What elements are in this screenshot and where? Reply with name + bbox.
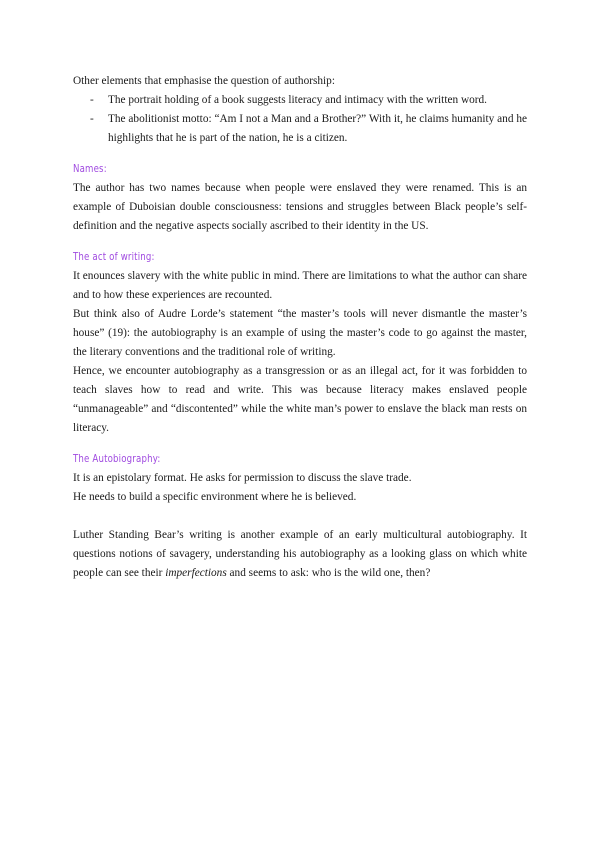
standing-bear-text-start: Luther Standing Bear’s writing is another example of an early multicultural autobiography. It questions notions of savagery, understanding his autobiography as a looking glass on which white people can see their [73, 529, 527, 579]
text-column [73, 72, 527, 583]
bullet-text: The portrait holding of a book suggests literacy and intimacy with the written word. [108, 94, 487, 106]
intro-line: Other elements that emphasise the question of authorship: [73, 75, 335, 87]
bullet-list [73, 91, 527, 148]
bullet-item [73, 91, 527, 110]
autobiography-paragraph-1: It is an epistolary format. He asks for permission to discuss the slave trade. [73, 472, 412, 484]
standing-bear-paragraph [73, 526, 527, 583]
bullet-text: The abolitionist motto: “Am I not a Man and a Brother?” With it, he claims humanity and he highlights that he is part of the nation, he is a citizen. [108, 113, 527, 144]
bullet-item [73, 110, 527, 148]
act-of-writing-paragraph-1: It enounces slavery with the white public in mind. There are limitations to what the author can share and to how these experiences are recounted. [73, 270, 527, 301]
section-heading-autobiography: The Autobiography: [73, 453, 161, 465]
standing-bear-text-end: and seems to ask: who is the wild one, then? [226, 567, 431, 579]
act-of-writing-paragraph-2: But think also of Audre Lorde’s statement “the master’s tools will never dismantle the master’s house” (19): the autobiography is an example of using the master’s code to go against the master, the literary conventions and the traditional role of writing. [73, 308, 527, 358]
imperfections-emphasis: imperfections [165, 567, 227, 579]
act-of-writing-paragraph-3: Hence, we encounter autobiography as a transgression or as an illegal act, for it was forbidden to teach slaves how to read and write. This was because literacy makes enslaved people “unmanageable” and “discontented” while the white man’s power to enslave the black man rests on literacy. [73, 365, 527, 434]
section-heading-act-of-writing: The act of writing: [73, 251, 155, 263]
section-heading-names: Names: [73, 163, 107, 175]
names-paragraph: The author has two names because when people were enslaved they were renamed. This is an example of Duboisian double consciousness: tensions and struggles between Black people’s self-definition and the negative aspects socially ascribed to their identity in the US. [73, 182, 527, 232]
bullet-dash: - [90, 94, 94, 106]
autobiography-paragraph-2: He needs to build a specific environment where he is believed. [73, 491, 357, 503]
bullet-dash: - [90, 113, 94, 125]
